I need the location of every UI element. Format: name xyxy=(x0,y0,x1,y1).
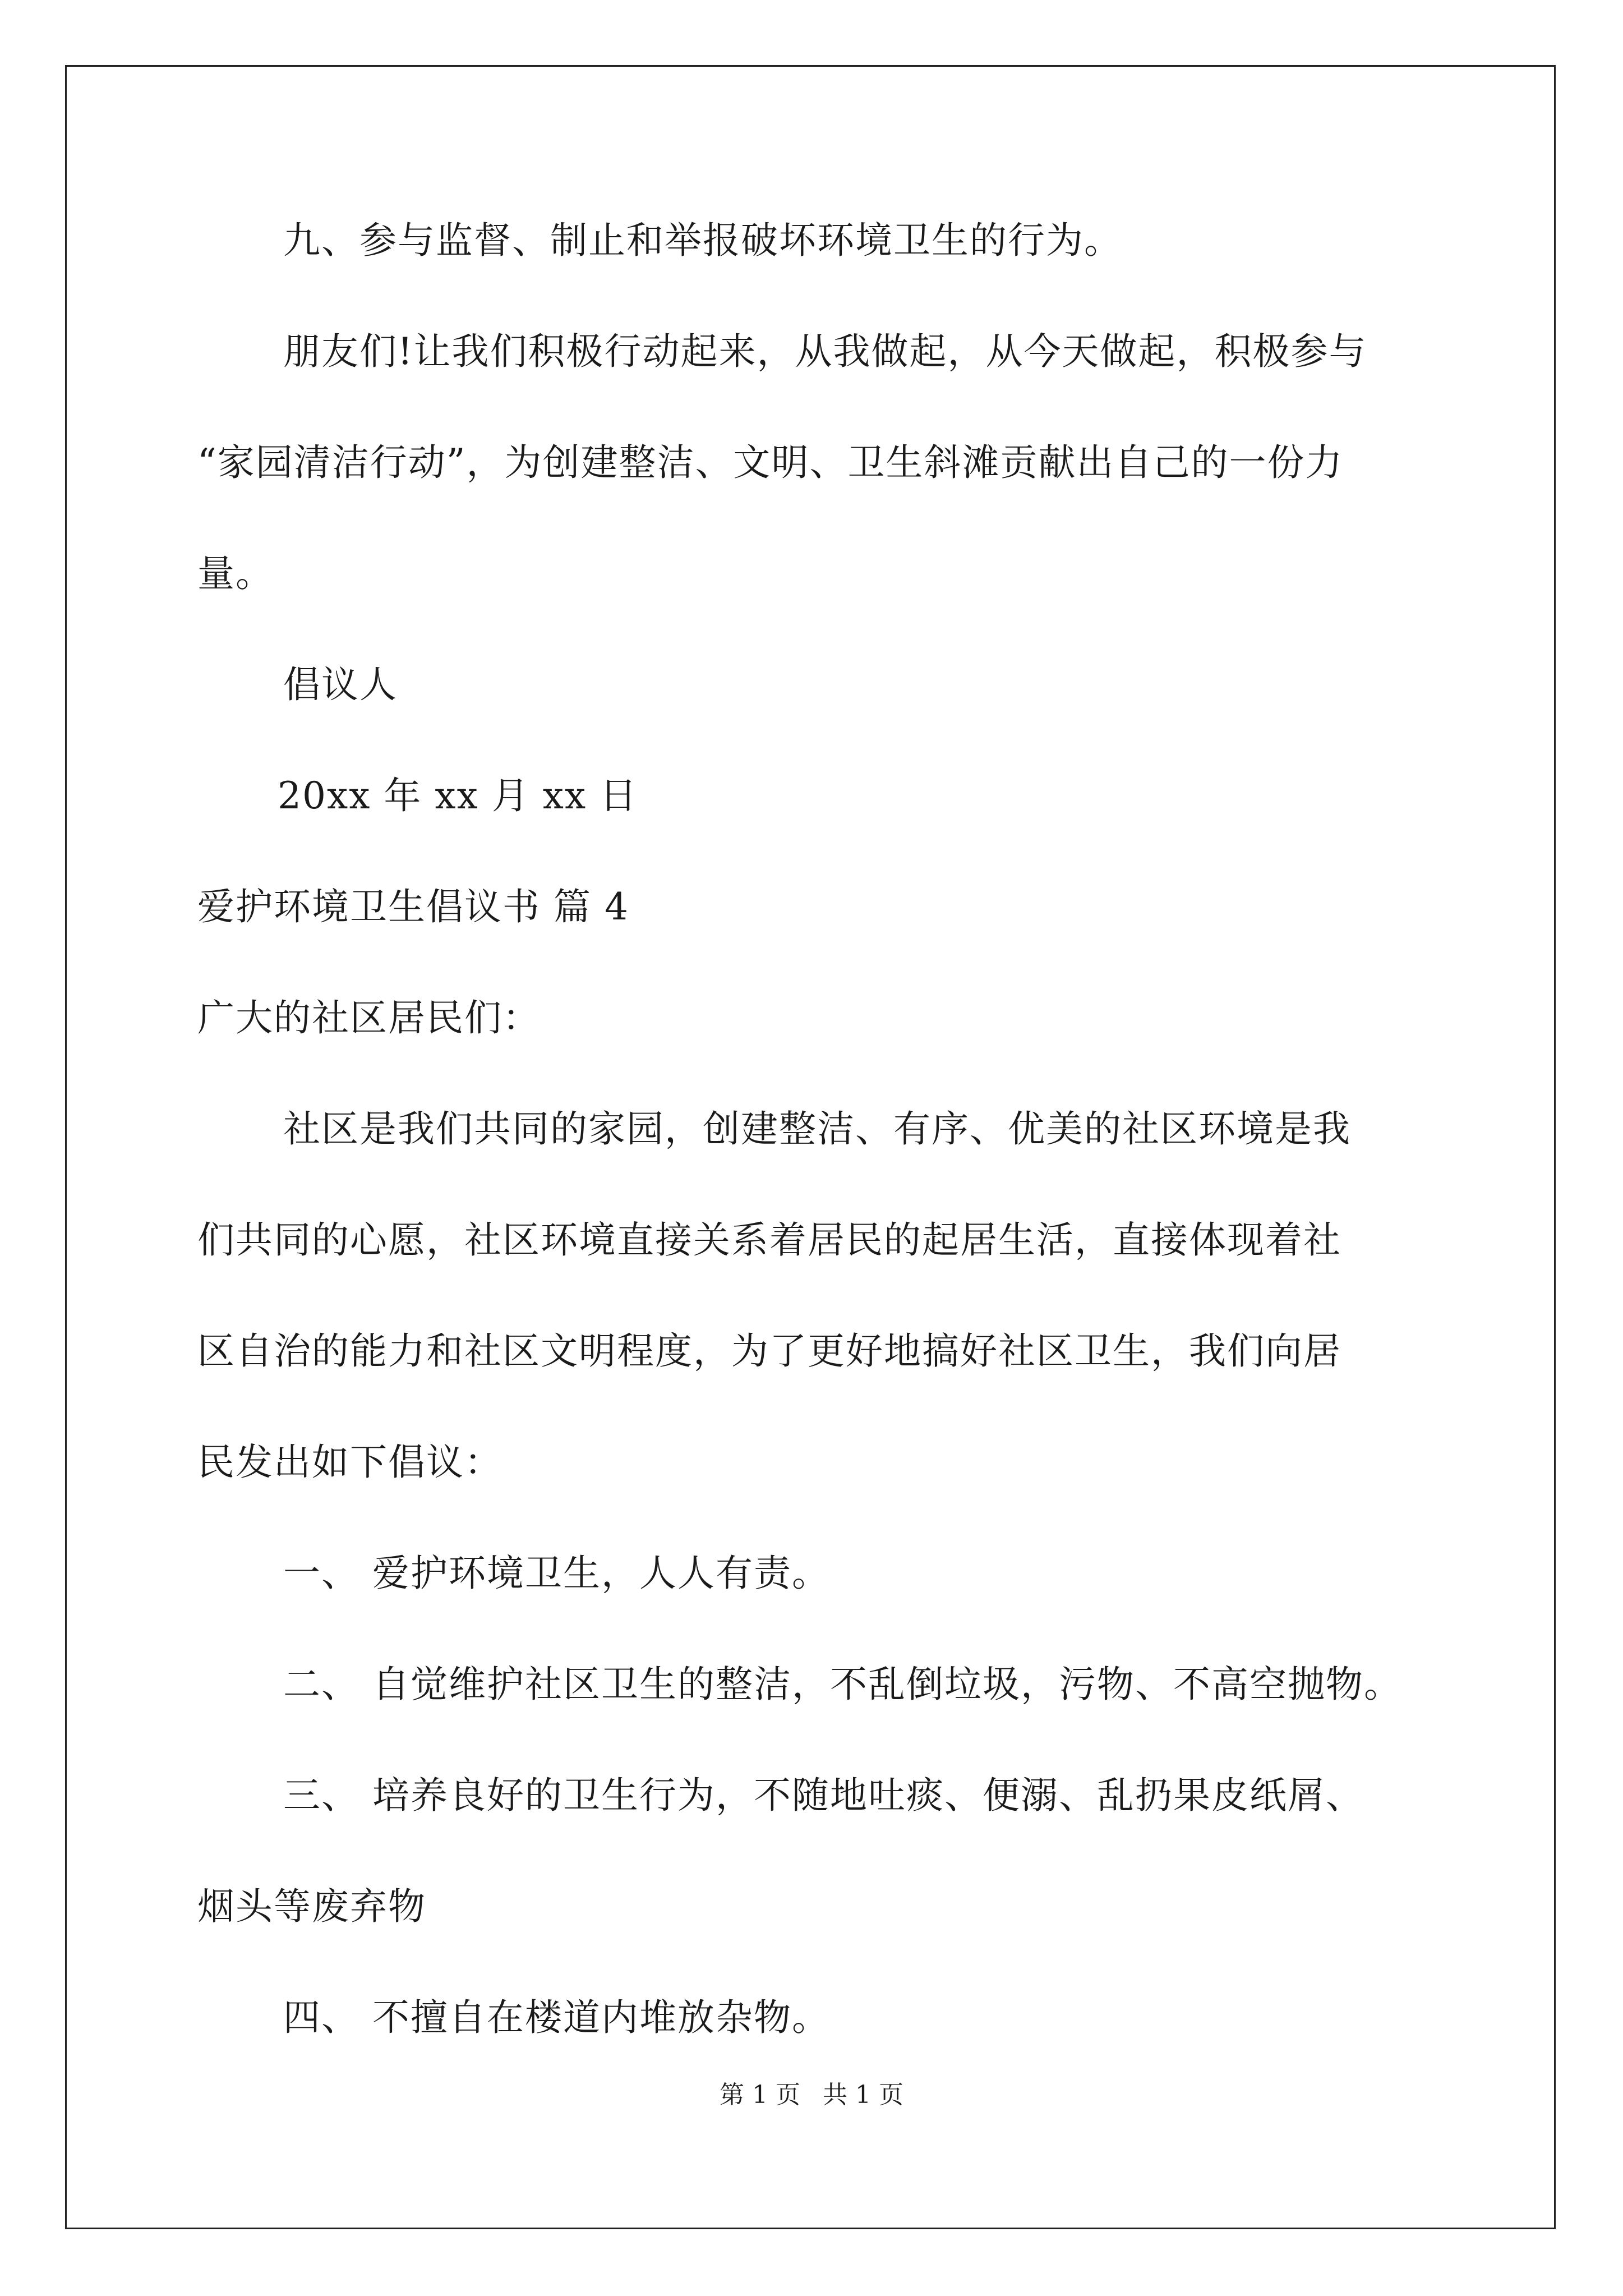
date-line: 20xx 年 xx 月 xx 日 xyxy=(278,774,638,817)
paragraph-line: 九、参与监督、制止和举报破坏环境卫生的行为。 xyxy=(283,219,1122,262)
list-item-continuation: 烟头等废弃物 xyxy=(197,1885,426,1928)
section-heading: 爱护环境卫生倡议书 篇 4 xyxy=(197,885,629,928)
paragraph-line: 民发出如下倡议： xyxy=(197,1441,502,1484)
paragraph-line: 社区是我们共同的家园，创建整洁、有序、优美的社区环境是我 xyxy=(283,1107,1351,1151)
list-item: 四、 不擅自在楼道内堆放杂物。 xyxy=(283,1996,830,2039)
list-item: 二、 自觉维护社区卫生的整洁，不乱倒垃圾，污物、不高空抛物。 xyxy=(283,1663,1402,1706)
list-item: 三、 培养良好的卫生行为，不随地吐痰、便溺、乱扔果皮纸屑、 xyxy=(283,1774,1364,1817)
page-footer xyxy=(0,2078,1623,2112)
paragraph-line: 们共同的心愿，社区环境直接关系着居民的起居生活，直接体现着社 xyxy=(197,1218,1341,1262)
salutation: 广大的社区居民们： xyxy=(197,996,541,1039)
paragraph-line: 量。 xyxy=(197,552,274,595)
signature-label: 倡议人 xyxy=(283,663,398,706)
paragraph-line: 区自治的能力和社区文明程度，为了更好地搞好社区卫生，我们向居 xyxy=(197,1329,1341,1373)
list-item: 一、 爱护环境卫生，人人有责。 xyxy=(283,1552,830,1595)
page-number: 第 1 页 xyxy=(720,2081,800,2109)
paragraph-line: 朋友们!让我们积极行动起来，从我做起，从今天做起，积极参与 xyxy=(283,330,1367,373)
paragraph-line: “家园清洁行动”，为创建整洁、文明、卫生斜滩贡献出自己的一份力 xyxy=(197,441,1344,484)
page-total: 共 1 页 xyxy=(823,2081,903,2109)
